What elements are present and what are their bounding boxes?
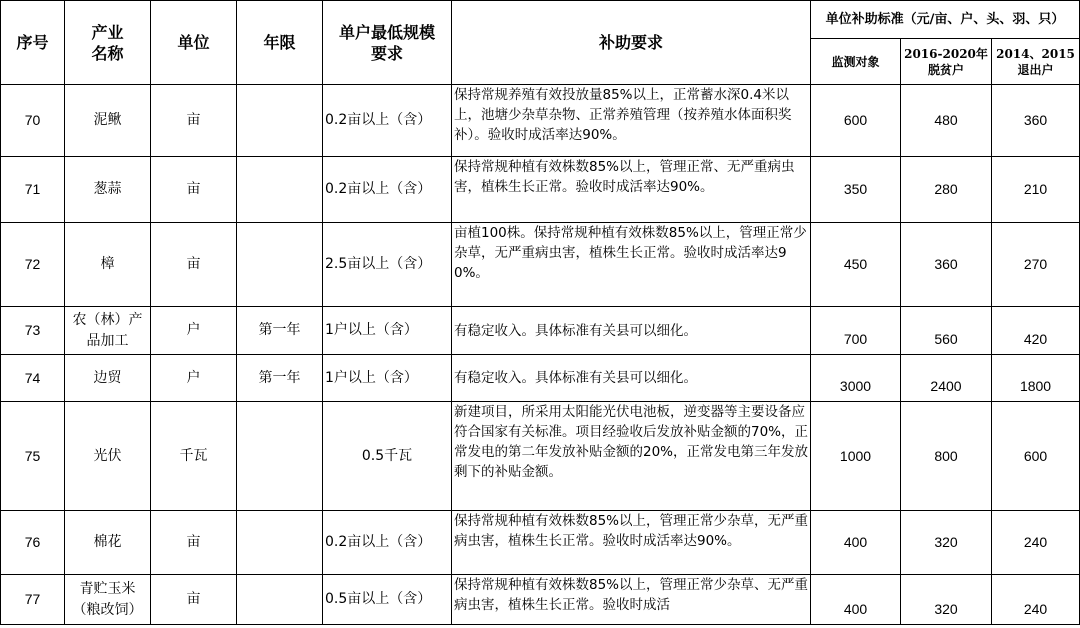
cell-requirement: 亩植100株。保持常规种植有效株数85%以上，管理正常少杂草，无严重病虫害，植株生长正常。验收时成活率达90%。 (452, 223, 811, 307)
table-row (1, 85, 1080, 157)
cell-name: 光伏 (65, 402, 151, 511)
cell-2016: 360 (901, 223, 992, 307)
cell-seq: 77 (1, 575, 65, 625)
cell-scale: 1户以上（含） (323, 307, 452, 355)
table-row (1, 511, 1080, 575)
cell-name-line2: 品加工 (86, 332, 129, 349)
cell-years: 第一年 (237, 307, 323, 355)
header-2014-2015 (992, 39, 1080, 85)
cell-monitor: 3000 (811, 355, 901, 402)
cell-2016: 800 (901, 402, 992, 511)
cell-requirement: 保持常规种植有效株数85%以上，管理正常少杂草，无严重病虫害，植株生长正常。验收时成活率达90%。 (452, 511, 811, 575)
cell-requirement: 新建项目，所采用太阳能光伏电池板，逆变器等主要设备应符合国家有关标准。项目经验收后发放补贴金额的70%，正常发电的第二年发放补贴金额的20%，正常发电第三年发放剩下的补贴金额。 (452, 402, 811, 511)
cell-years (237, 511, 323, 575)
cell-2016: 560 (901, 307, 992, 355)
header-2014-line1: 2014、2015 (996, 46, 1075, 61)
cell-2014: 240 (992, 575, 1080, 625)
cell-unit: 户 (151, 307, 237, 355)
cell-monitor: 400 (811, 511, 901, 575)
cell-scale: 0.5亩以上（含） (323, 575, 452, 625)
cell-name-line1: 青贮玉米 (79, 580, 136, 597)
cell-years: 第一年 (237, 355, 323, 402)
cell-2016: 2400 (901, 355, 992, 402)
header-2016-line2: 脱贫户 (927, 62, 964, 77)
cell-name: 樟 (65, 223, 151, 307)
cell-scale: 2.5亩以上（含） (323, 223, 452, 307)
cell-monitor: 1000 (811, 402, 901, 511)
cell-unit: 户 (151, 355, 237, 402)
cell-name: 葱蒜 (65, 157, 151, 223)
header-monitor: 监测对象 (811, 39, 901, 85)
cell-monitor: 350 (811, 157, 901, 223)
cell-scale: 1户以上（含） (323, 355, 452, 402)
header-years: 年限 (237, 1, 323, 85)
cell-2014: 240 (992, 511, 1080, 575)
cell-requirement: 有稳定收入。具体标准有关县可以细化。 (452, 355, 811, 402)
cell-2016: 480 (901, 85, 992, 157)
header-industry-line1: 产业 (91, 22, 124, 42)
cell-monitor: 450 (811, 223, 901, 307)
table-row (1, 223, 1080, 307)
cell-seq: 71 (1, 157, 65, 223)
cell-monitor: 700 (811, 307, 901, 355)
cell-seq: 74 (1, 355, 65, 402)
header-min-scale (323, 1, 452, 85)
header-2016-2020 (901, 39, 992, 85)
cell-unit: 亩 (151, 157, 237, 223)
cell-seq: 70 (1, 85, 65, 157)
header-scale-line2: 要求 (370, 43, 403, 63)
table-row (1, 355, 1080, 402)
cell-2016: 280 (901, 157, 992, 223)
cell-years (237, 85, 323, 157)
cell-name: 棉花 (65, 511, 151, 575)
header-2016-line1: 2016-2020年 (904, 46, 988, 61)
cell-seq: 73 (1, 307, 65, 355)
header-row (1, 1, 1080, 39)
cell-unit: 亩 (151, 85, 237, 157)
cell-unit: 千瓦 (151, 402, 237, 511)
cell-requirement: 有稳定收入。具体标准有关县可以细化。 (452, 307, 811, 355)
table-row (1, 307, 1080, 355)
cell-requirement: 保持常规种植有效株数85%以上，管理正常少杂草、无严重病虫害，植株生长正常。验收时成活 (452, 575, 811, 625)
cell-unit: 亩 (151, 223, 237, 307)
cell-2014: 210 (992, 157, 1080, 223)
cell-unit: 亩 (151, 511, 237, 575)
cell-seq: 75 (1, 402, 65, 511)
cell-years (237, 402, 323, 511)
cell-name: 边贸 (65, 355, 151, 402)
cell-unit: 亩 (151, 575, 237, 625)
cell-2014: 270 (992, 223, 1080, 307)
cell-requirement: 保持常规养殖有效投放量85%以上，正常蓄水深0.4米以上，池塘少杂草杂物、正常养殖管理（按养殖水体面积奖补）。验收时成活率达90%。 (452, 85, 811, 157)
table-row (1, 402, 1080, 511)
header-requirement: 补助要求 (452, 1, 811, 85)
header-scale-line1: 单户最低规模 (338, 22, 435, 42)
cell-monitor: 400 (811, 575, 901, 625)
cell-2014: 600 (992, 402, 1080, 511)
cell-name (65, 307, 151, 355)
cell-requirement: 保持常规种植有效株数85%以上，管理正常、无严重病虫害，植株生长正常。验收时成活率达90%。 (452, 157, 811, 223)
cell-2016: 320 (901, 511, 992, 575)
header-unit: 单位 (151, 1, 237, 85)
cell-scale: 0.2亩以上（含） (323, 511, 452, 575)
cell-seq: 76 (1, 511, 65, 575)
header-industry-name (65, 1, 151, 85)
cell-2014: 1800 (992, 355, 1080, 402)
cell-scale: 0.2亩以上（含） (323, 85, 452, 157)
table-row (1, 157, 1080, 223)
cell-years (237, 223, 323, 307)
header-seq: 序号 (1, 1, 65, 85)
cell-2016: 320 (901, 575, 992, 625)
header-industry-line2: 名称 (91, 43, 124, 63)
cell-2014: 360 (992, 85, 1080, 157)
cell-name (65, 575, 151, 625)
cell-scale: 0.5千瓦 (323, 402, 452, 511)
table-row (1, 575, 1080, 625)
header-2014-line2: 退出户 (1017, 62, 1054, 77)
cell-seq: 72 (1, 223, 65, 307)
cell-2014: 420 (992, 307, 1080, 355)
cell-name-line2: （粮改饲） (72, 601, 143, 618)
cell-monitor: 600 (811, 85, 901, 157)
cell-years (237, 157, 323, 223)
cell-name: 泥鳅 (65, 85, 151, 157)
cell-scale: 0.2亩以上（含） (323, 157, 452, 223)
cell-name-line1: 农（林）产 (72, 311, 143, 328)
header-subsidy-standard: 单位补助标准（元/亩、户、头、羽、只） (811, 1, 1080, 39)
cell-years (237, 575, 323, 625)
